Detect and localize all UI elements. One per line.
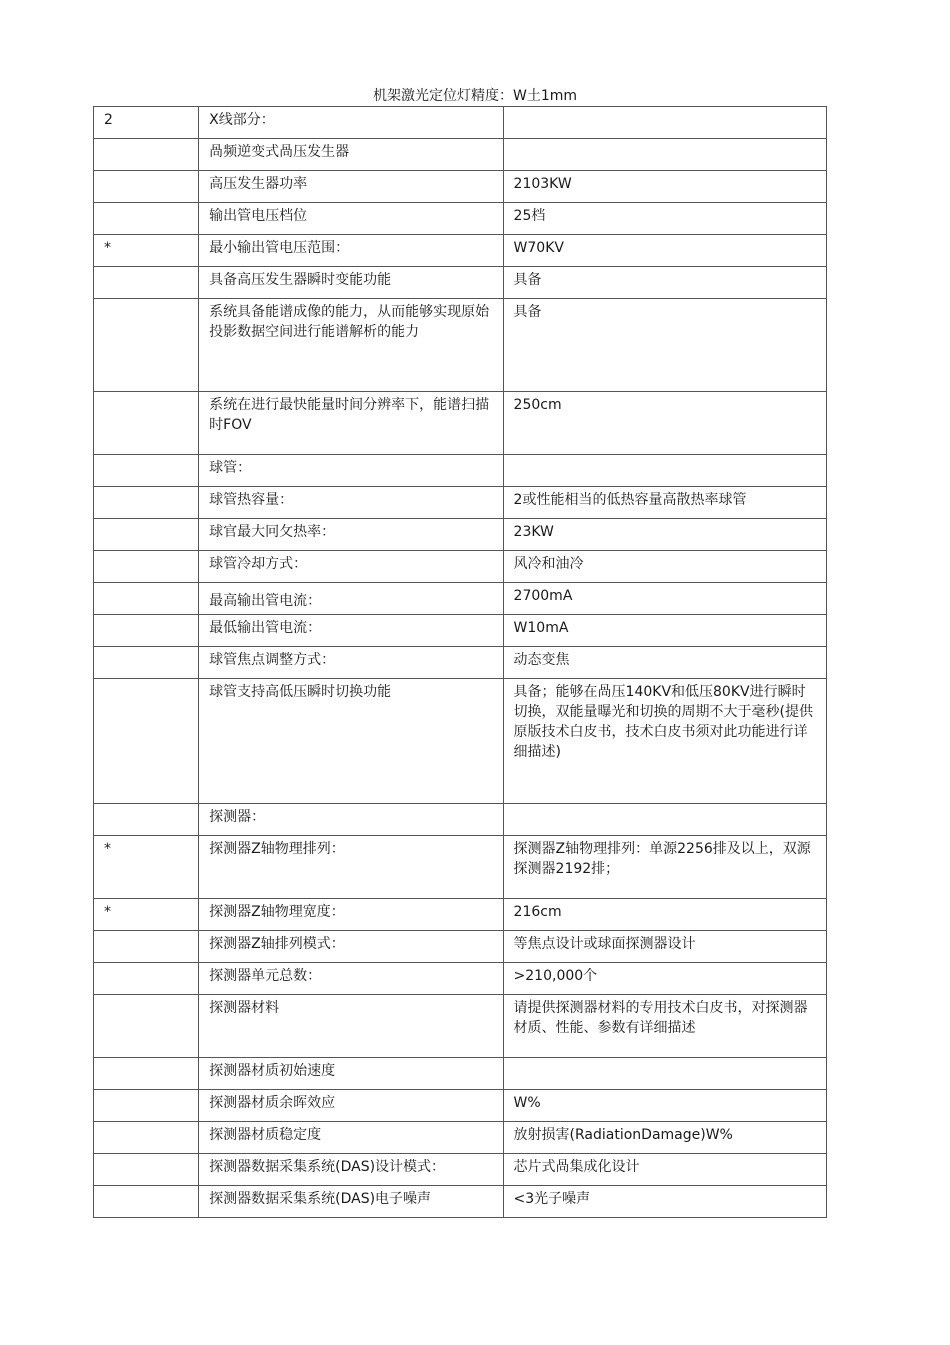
spec-value: 请提供探测器材料的专用技术白皮书，对探测器材质、性能、参数有详细描述 bbox=[503, 995, 826, 1058]
table-row bbox=[94, 1186, 827, 1218]
spec-item: 球管： bbox=[199, 455, 503, 487]
row-number bbox=[94, 679, 199, 804]
spec-item: 球管热容量： bbox=[199, 487, 503, 519]
row-number bbox=[94, 267, 199, 299]
table-row bbox=[94, 107, 827, 139]
table-row bbox=[94, 804, 827, 836]
row-number bbox=[94, 647, 199, 679]
spec-value: 2103KW bbox=[503, 171, 826, 203]
table-row bbox=[94, 392, 827, 455]
table-row bbox=[94, 235, 827, 267]
table-row bbox=[94, 931, 827, 963]
spec-value: 250cm bbox=[503, 392, 826, 455]
table-row bbox=[94, 583, 827, 615]
spec-item: 探测器材料 bbox=[199, 995, 503, 1058]
spec-item: 球管支持高低压瞬时切换功能 bbox=[199, 679, 503, 804]
table-row bbox=[94, 267, 827, 299]
row-number bbox=[94, 519, 199, 551]
spec-value bbox=[503, 455, 826, 487]
spec-value: 动态变焦 bbox=[503, 647, 826, 679]
table-row bbox=[94, 551, 827, 583]
row-number bbox=[94, 995, 199, 1058]
row-number bbox=[94, 804, 199, 836]
row-number bbox=[94, 931, 199, 963]
table-row bbox=[94, 1058, 827, 1090]
spec-value: 2或性能相当的低热容量高散热率球管 bbox=[503, 487, 826, 519]
spec-item: 探测器： bbox=[199, 804, 503, 836]
table-row bbox=[94, 487, 827, 519]
spec-value: 芯片式咼集成化设计 bbox=[503, 1154, 826, 1186]
spec-item: 球管焦点调整方式： bbox=[199, 647, 503, 679]
spec-value: 具备 bbox=[503, 299, 826, 392]
spec-value: W70KV bbox=[503, 235, 826, 267]
spec-item: 最低输出管电流： bbox=[199, 615, 503, 647]
table-row bbox=[94, 171, 827, 203]
spec-item: 咼频逆变式咼压发生器 bbox=[199, 139, 503, 171]
spec-item: 球管冷却方式： bbox=[199, 551, 503, 583]
spec-item: 球官最大冋攵热率： bbox=[199, 519, 503, 551]
table-row bbox=[94, 615, 827, 647]
spec-value bbox=[503, 107, 826, 139]
table-row bbox=[94, 995, 827, 1058]
row-number bbox=[94, 299, 199, 392]
spec-value: 216cm bbox=[503, 899, 826, 931]
page-header-line: 机架激光定位灯精度：W土1mm bbox=[372, 88, 578, 104]
table-row bbox=[94, 899, 827, 931]
row-number bbox=[94, 1154, 199, 1186]
row-number: 2 bbox=[94, 107, 199, 139]
row-number: * bbox=[94, 899, 199, 931]
table-row bbox=[94, 455, 827, 487]
spec-item: 具备高压发生器瞬时变能功能 bbox=[199, 267, 503, 299]
row-number bbox=[94, 615, 199, 647]
spec-item: 探测器Z轴排列模式： bbox=[199, 931, 503, 963]
spec-value: 具备；能够在咼压140KV和低压80KV进行瞬时切换，双能量曝光和切换的周期不大于毫秒(提供原版技术白皮书，技术白皮书须对此功能进行详细描述) bbox=[503, 679, 826, 804]
spec-table bbox=[93, 106, 827, 1218]
spec-item: 系统具备能谱成像的能力，从而能够实现原始投影数据空间进行能谱解析的能力 bbox=[199, 299, 503, 392]
spec-value: W% bbox=[503, 1090, 826, 1122]
spec-value bbox=[503, 804, 826, 836]
spec-value: 探测器Z轴物理排列：单源2256排及以上，双源探测器2192排； bbox=[503, 836, 826, 899]
row-number bbox=[94, 203, 199, 235]
row-number bbox=[94, 1186, 199, 1218]
spec-item: 探测器数据采集系统(DAS)设计模式： bbox=[199, 1154, 503, 1186]
row-number bbox=[94, 583, 199, 615]
table-row bbox=[94, 836, 827, 899]
row-number bbox=[94, 1090, 199, 1122]
spec-item: 最小输出管电压范围： bbox=[199, 235, 503, 267]
spec-item: 探测器数据采集系统(DAS)电子噪声 bbox=[199, 1186, 503, 1218]
spec-item: 高压发生器功率 bbox=[199, 171, 503, 203]
table-row bbox=[94, 203, 827, 235]
row-number bbox=[94, 487, 199, 519]
row-number bbox=[94, 1122, 199, 1154]
spec-value: 放射损害(RadiationDamage)W% bbox=[503, 1122, 826, 1154]
row-number bbox=[94, 455, 199, 487]
spec-item: 探测器材质稳定度 bbox=[199, 1122, 503, 1154]
spec-item: 探测器Z轴物理宽度： bbox=[199, 899, 503, 931]
table-row bbox=[94, 299, 827, 392]
spec-value: 2700mA bbox=[503, 583, 826, 615]
table-row bbox=[94, 519, 827, 551]
row-number: * bbox=[94, 235, 199, 267]
spec-item: 探测器材质余晖效应 bbox=[199, 1090, 503, 1122]
spec-item: 探测器Z轴物理排列： bbox=[199, 836, 503, 899]
spec-value: 23KW bbox=[503, 519, 826, 551]
row-number bbox=[94, 171, 199, 203]
table-row bbox=[94, 1122, 827, 1154]
table-row bbox=[94, 963, 827, 995]
spec-value: 风冷和油冷 bbox=[503, 551, 826, 583]
row-number bbox=[94, 1058, 199, 1090]
table-row bbox=[94, 679, 827, 804]
spec-value bbox=[503, 1058, 826, 1090]
spec-value: 等焦点设计或球面探测器设计 bbox=[503, 931, 826, 963]
table-row bbox=[94, 1090, 827, 1122]
spec-value bbox=[503, 139, 826, 171]
table-row bbox=[94, 647, 827, 679]
spec-item: 探测器单元总数： bbox=[199, 963, 503, 995]
table-row bbox=[94, 139, 827, 171]
row-number bbox=[94, 551, 199, 583]
row-number bbox=[94, 139, 199, 171]
spec-item: 输出管电压档位 bbox=[199, 203, 503, 235]
spec-value: >210,000个 bbox=[503, 963, 826, 995]
spec-value: <3光子噪声 bbox=[503, 1186, 826, 1218]
row-number: * bbox=[94, 836, 199, 899]
spec-item: 系统在进行最快能量时间分辨率下，能谱扫描时FOV bbox=[199, 392, 503, 455]
spec-value: 具备 bbox=[503, 267, 826, 299]
spec-item: X线部分： bbox=[199, 107, 503, 139]
row-number bbox=[94, 963, 199, 995]
spec-item: 探测器材质初始速度 bbox=[199, 1058, 503, 1090]
table-row bbox=[94, 1154, 827, 1186]
spec-item: 最高输出管电流： bbox=[199, 583, 503, 615]
spec-value: 25档 bbox=[503, 203, 826, 235]
row-number bbox=[94, 392, 199, 455]
spec-value: W10mA bbox=[503, 615, 826, 647]
